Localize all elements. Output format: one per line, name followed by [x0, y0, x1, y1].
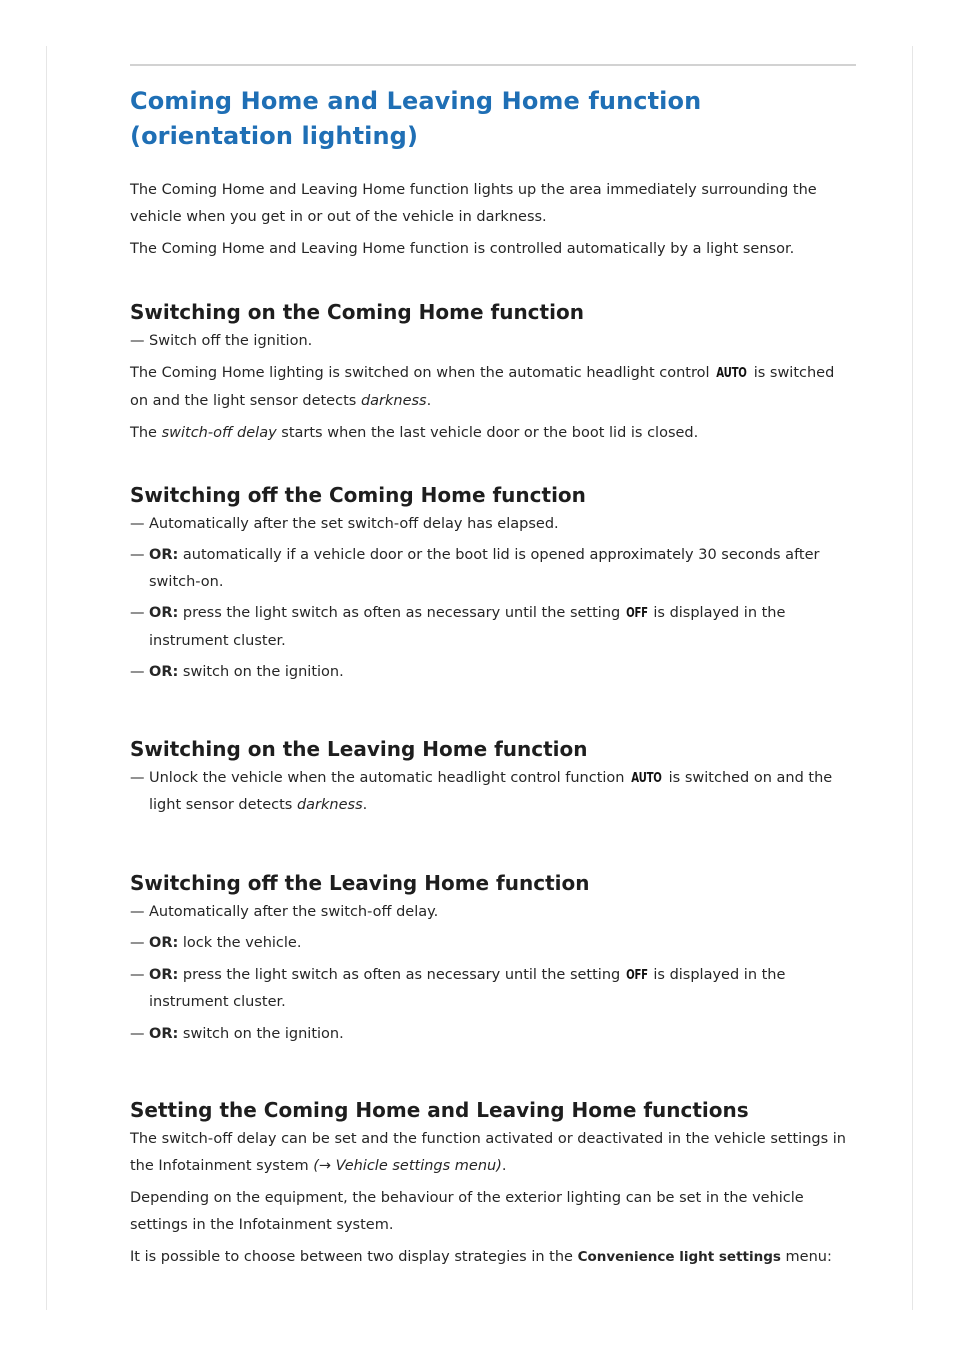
list-item: — Unlock the vehicle when the automatic headlight control function AUTO is switched on and the light sensor detects darkness.	[130, 765, 856, 819]
section-heading-leaving-home-off: Switching off the Leaving Home function	[130, 870, 590, 895]
auto-symbol-icon: AUTO	[631, 770, 662, 786]
page-margin-left	[46, 46, 47, 1310]
off-symbol-icon: OFF	[625, 967, 648, 983]
settings-paragraph-2: Depending on the equipment, the behaviour of the exterior lighting can be set in the vehicle settings in the Infotainment system.	[130, 1190, 804, 1233]
list-item: — OR: switch on the ignition.	[130, 1025, 344, 1042]
section-heading-coming-home-off: Switching off the Coming Home function	[130, 482, 586, 507]
switch-off-delay-paragraph: The switch-off delay starts when the last vehicle door or the boot lid is closed.	[130, 425, 699, 441]
coming-home-paragraph: The Coming Home lighting is switched on when the automatic headlight control AUTO is switched on and the light sensor detects darkness.	[130, 360, 856, 414]
auto-symbol-icon: AUTO	[716, 366, 747, 381]
list-item: — OR: automatically if a vehicle door or the boot lid is opened approximately 30 seconds after switch-on.	[130, 547, 820, 590]
page-margin-right	[912, 46, 913, 1310]
section-heading-settings: Setting the Coming Home and Leaving Home functions	[130, 1098, 749, 1122]
settings-paragraph-3: It is possible to choose between two display strategies in the Convenience light settings menu:	[130, 1249, 832, 1265]
list-item: — OR: press the light switch as often as necessary until the setting OFF is displayed in the instrument cluster.	[130, 600, 856, 654]
document-body	[130, 84, 856, 1271]
section-heading-coming-home-on: Switching on the Coming Home function	[130, 299, 584, 324]
list-item: — Automatically after the set switch-off delay has elapsed.	[130, 515, 559, 532]
list-item: — OR: switch on the ignition.	[130, 664, 344, 680]
vehicle-settings-menu-link[interactable]: (→ Vehicle settings menu)	[313, 1157, 502, 1174]
list-item: — OR: press the light switch as often as necessary until the setting OFF is displayed in the instrument cluster.	[130, 962, 856, 1016]
off-symbol-icon: OFF	[625, 606, 648, 621]
top-divider	[130, 64, 856, 66]
list-item: — OR: lock the vehicle.	[130, 935, 302, 951]
list-item: — Switch off the ignition.	[130, 332, 313, 349]
settings-paragraph-1: The switch-off delay can be set and the function activated or deactivated in the vehicle settings in the Infotainment system (→ Vehicle settings menu).	[130, 1131, 846, 1174]
list-item: — Automatically after the switch-off delay.	[130, 903, 439, 920]
page-title: Coming Home and Leaving Home function (orientation lighting)	[130, 87, 702, 150]
intro-paragraph-2: The Coming Home and Leaving Home function is controlled automatically by a light sensor.	[130, 241, 795, 257]
intro-paragraph-1: The Coming Home and Leaving Home function lights up the area immediately surrounding the vehicle when you get in or out of the vehicle in darkness.	[130, 182, 817, 225]
section-heading-leaving-home-on: Switching on the Leaving Home function	[130, 736, 588, 761]
